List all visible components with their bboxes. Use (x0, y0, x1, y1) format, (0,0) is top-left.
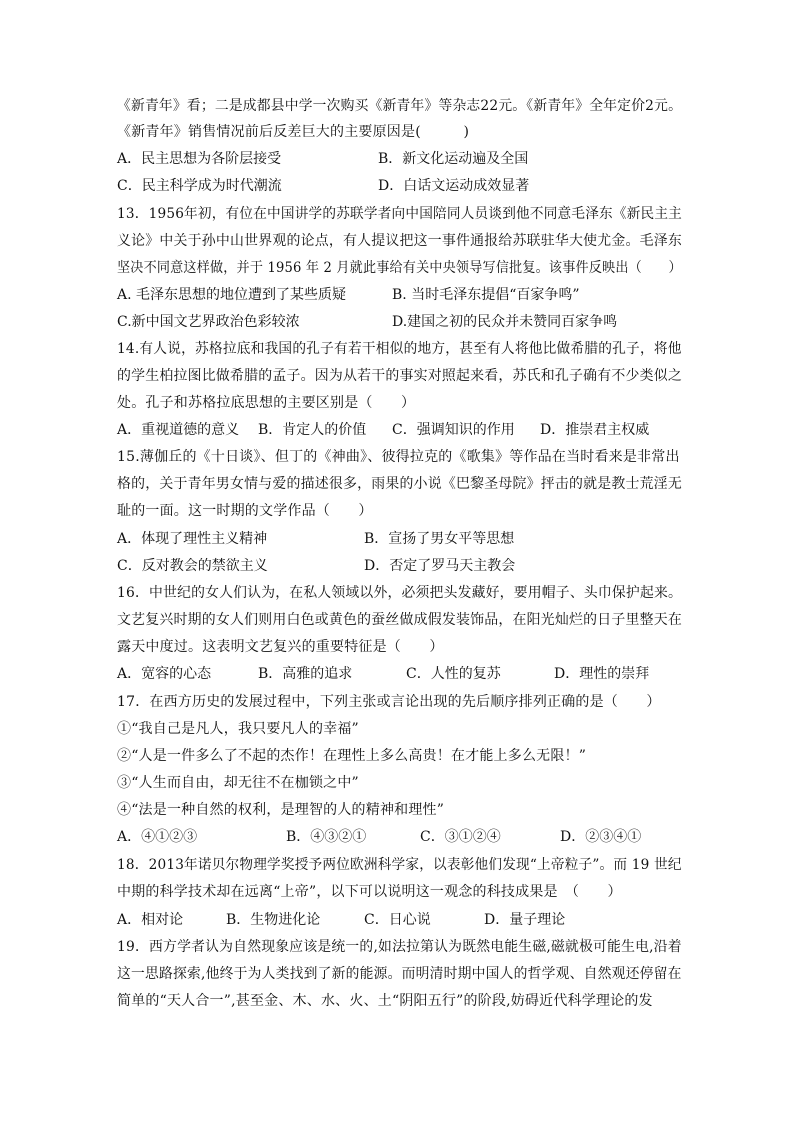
q16-line-1: 16．中世纪的女人们认为，在私人领域以外，必须把头发藏好，要用帽子、头巾保护起来。 (117, 585, 683, 601)
q17-statement-2: ②“人是一件多么了不起的杰作！在理性上多么高贵！在才能上多么无限！” (117, 748, 587, 764)
q13-option-c: C.新中国文艺界政治色彩较浓 (117, 314, 300, 330)
q13-line-3: 坚决不同意这样做，并于 1956 年 2 月就此事给有关中央领导写信批复。该事件反映出（ ） (117, 260, 682, 276)
q14-line-2: 的学生柏拉图比做希腊的孟子。因为从若干的事实对照起来看，苏氏和孔子确有不少类似之 (117, 368, 682, 384)
q16-option-a: A．宽容的心态 (117, 666, 212, 682)
q14-line-3: 处。孔子和苏格拉底思想的主要区别是（ ） (117, 395, 416, 411)
q19-line-3: 简单的“天人合一”,甚至金、木、水、火、土“阴阳五行”的阶段,妨碍近代科学理论的发 (117, 993, 653, 1009)
q16-option-b: B．高雅的追求 (258, 666, 353, 682)
q18-option-a: A．相对论 (117, 912, 184, 928)
q17-statement-4: ④“法是一种自然的权利，是理智的人的精神和理性” (117, 802, 445, 818)
q17-option-c: C．③①②④ (420, 829, 501, 845)
q14-option-a: A．重视道德的意义 (117, 422, 240, 438)
q18-option-d: D．量子理论 (484, 912, 566, 928)
q13-option-d: D.建国之初的民众并未赞同百家争鸣 (392, 314, 618, 330)
q14-option-d: D．推崇君主权威 (540, 422, 650, 438)
q13-option-b: B. 当时毛泽东提倡“百家争鸣” (392, 287, 580, 303)
q12-option-d: D．白话文运动成效显著 (378, 178, 530, 194)
q12-option-b: B．新文化运动遍及全国 (378, 151, 529, 167)
q12-option-a: A．民主思想为各阶层接受 (117, 151, 282, 167)
q12-option-c: C．民主科学成为时代潮流 (117, 178, 282, 194)
q17-stem: 17．在西方历史的发展过程中，下列主张或言论出现的先后顺序排列正确的是（ ） (117, 694, 661, 710)
q13-option-a: A. 毛泽东思想的地位遭到了某些质疑 (117, 287, 347, 303)
q13-line-1: 13．1956年初，有位在中国讲学的苏联学者向中国陪同人员谈到他不同意毛泽东《新民主主 (117, 206, 683, 222)
q17-option-d: D．②③④① (560, 829, 642, 845)
q16-option-c: C．人性的复苏 (406, 666, 501, 682)
q12-line-1: 《新青年》看；二是成都县中学一次购买《新青年》等杂志22元。《新青年》全年定价2元。 (117, 98, 683, 114)
q17-statement-3: ③“人生而自由，却无往不在枷锁之中” (117, 775, 359, 791)
q19-line-1: 19．西方学者认为自然现象应该是统一的,如法拉第认为既然电能生磁,磁就极可能生电,沿着 (117, 939, 682, 955)
q15-line-3: 耻的一面。这一时期的文学作品（ ） (117, 503, 373, 519)
q18-line-1: 18．2013年诺贝尔物理学奖授予两位欧洲科学家，以表彰他们发现“上帝粒子”。而 19 世纪 (117, 857, 682, 873)
q13-line-2: 义论》中关于孙中山世界观的论点，有人提议把这一事件通报给苏联驻华大使尤金。毛泽东 (117, 233, 682, 249)
q15-option-c: C．反对教会的禁欲主义 (117, 558, 268, 574)
q14-option-c: C．强调知识的作用 (392, 422, 515, 438)
q18-line-2: 中期的科学技术却在远离“上帝”，以下可以说明这一观念的科技成果是 （ ） (117, 884, 622, 900)
q15-line-2: 格的，关于青年男女情与爱的描述很多，雨果的小说《巴黎圣母院》抨击的就是教士荒淫无 (117, 476, 682, 492)
q16-line-3: 露天中度过。这表明文艺复兴的重要特征是（ ） (117, 639, 444, 655)
q15-option-a: A．体现了理性主义精神 (117, 531, 268, 547)
q15-option-b: B．宣扬了男女平等思想 (364, 531, 515, 547)
q18-option-b: B．生物进化论 (226, 912, 321, 928)
q18-option-c: C．日心说 (364, 912, 431, 928)
q16-option-d: D．理性的崇拜 (554, 666, 650, 682)
q19-line-2: 这一思路探索,他终于为人类找到了新的能源。而明清时期中国人的哲学观、自然观还停留在 (117, 966, 682, 982)
q15-option-d: D．否定了罗马天主教会 (364, 558, 516, 574)
q14-option-b: B．肯定人的价值 (258, 422, 367, 438)
q17-option-a: A．④①②③ (117, 829, 198, 845)
q17-option-b: B．④③②① (286, 829, 367, 845)
q16-line-2: 文艺复兴时期的女人们则用白色或黄色的蚕丝做成假发装饰品，在阳光灿烂的日子里整天在 (117, 612, 682, 628)
q17-statement-1: ①“我自己是凡人，我只要凡人的幸福” (117, 721, 359, 737)
q14-line-1: 14.有人说，苏格拉底和我国的孔子有若干相似的地方，甚至有人将他比做希腊的孔子，将他 (117, 341, 682, 357)
q12-stem: 《新青年》销售情况前后反差巨大的主要原因是( ) (117, 124, 470, 140)
q15-line-1: 15.薄伽丘的《十日谈》、但丁的《神曲》、彼得拉克的《歌集》等作品在当时看来是非常出 (117, 449, 680, 465)
